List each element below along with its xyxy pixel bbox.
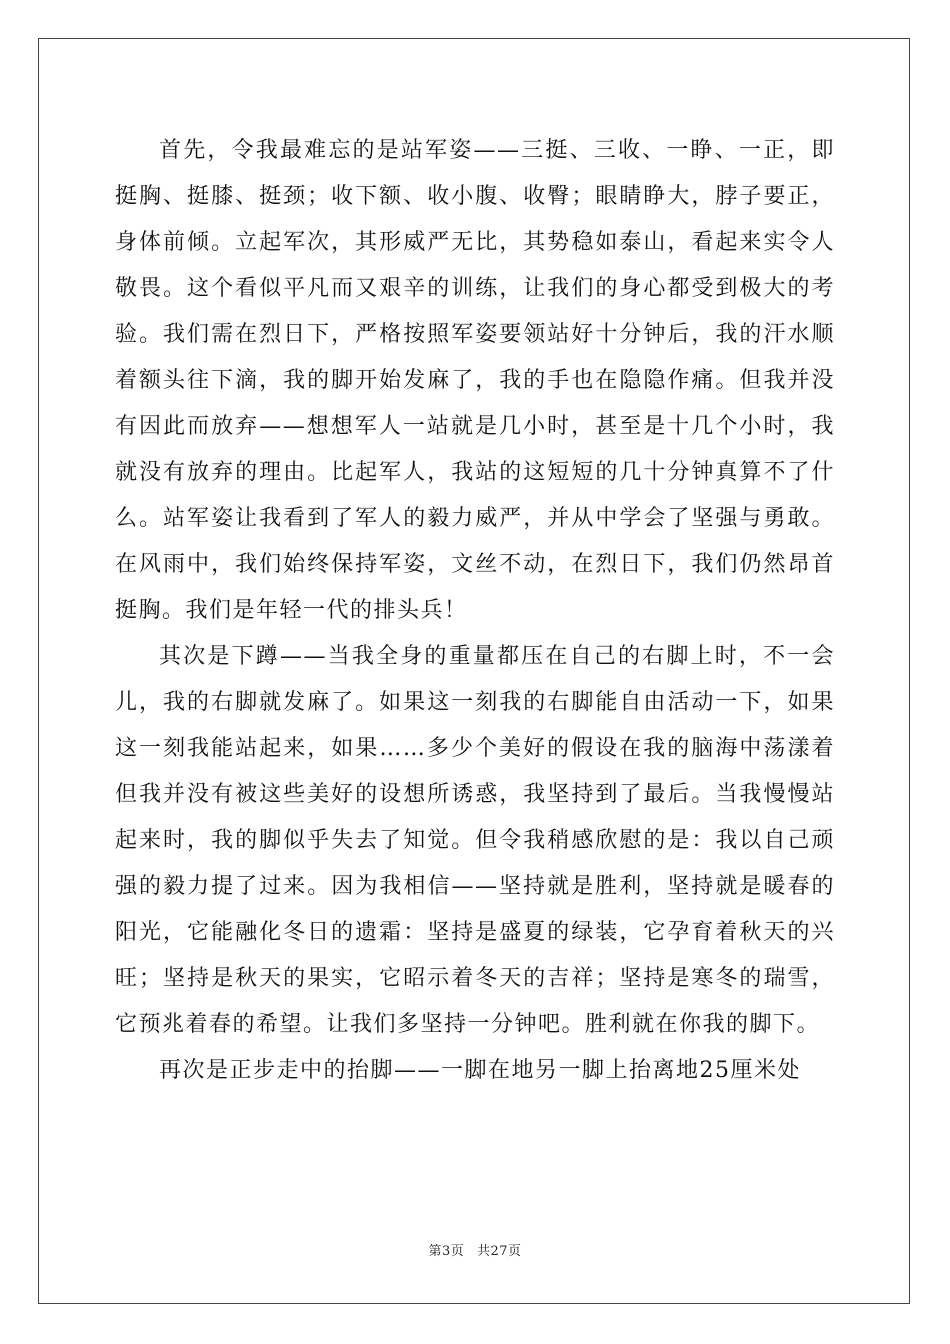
document-body — [115, 128, 835, 1094]
page-total: 共27页 — [476, 1244, 522, 1259]
page-footer — [0, 1240, 950, 1259]
paragraph-goose-step: 再次是正步走中的抬脚——一脚在地另一脚上抬离地25厘米处 — [159, 1058, 801, 1083]
page-number: 第3页 — [428, 1244, 465, 1259]
paragraph-squat: 其次是下蹲——当我全身的重量都压在自己的右脚上时，不一会儿，我的右脚就发麻了。如果这一刻我的右脚能自由活动一下，如果这一刻我能站起来，如果……多少个美好的假设在我的脑海中荡漾着但我并没有被这些美好的设想所诱惑，我坚持到了最后。当我慢慢站起来时，我的脚似乎失去了知觉。但令我稍感欣慰的是：我以自己顽强的毅力提了过来。因为我相信——坚持就是胜利，坚持就是暖春的阳光，它能融化冬日的遗霜：坚持是盛夏的绿装，它孕育着秋天的兴旺；坚持是秋天的果实，它昭示着冬天的吉祥；坚持是寒冬的瑞雪，它预兆着春的希望。让我们多坚持一分钟吧。胜利就在你我的脚下。 — [115, 644, 835, 1037]
paragraph-military-posture: 首先，令我最难忘的是站军姿——三挺、三收、一睁、一正，即挺胸、挺膝、挺颈；收下额、收小腹、收臀；眼睛睁大，脖子要正，身体前倾。立起军次，其形威严无比，其势稳如泰山，看起来实令人敬畏。这个看似平凡而又艰辛的训练，让我们的身心都受到极大的考验。我们需在烈日下，严格按照军姿要领站好十分钟后，我的汗水顺着额头往下滴，我的脚开始发麻了，我的手也在隐隐作痛。但我并没有因此而放弃——想想军人一站就是几小时，甚至是十几个小时，我就没有放弃的理由。比起军人，我站的这短短的几十分钟真算不了什么。站军姿让我看到了军人的毅力威严，并从中学会了坚强与勇敢。在风雨中，我们始终保持军姿，文丝不动，在烈日下，我们仍然昂首挺胸。我们是年轻一代的排头兵！ — [115, 138, 835, 623]
